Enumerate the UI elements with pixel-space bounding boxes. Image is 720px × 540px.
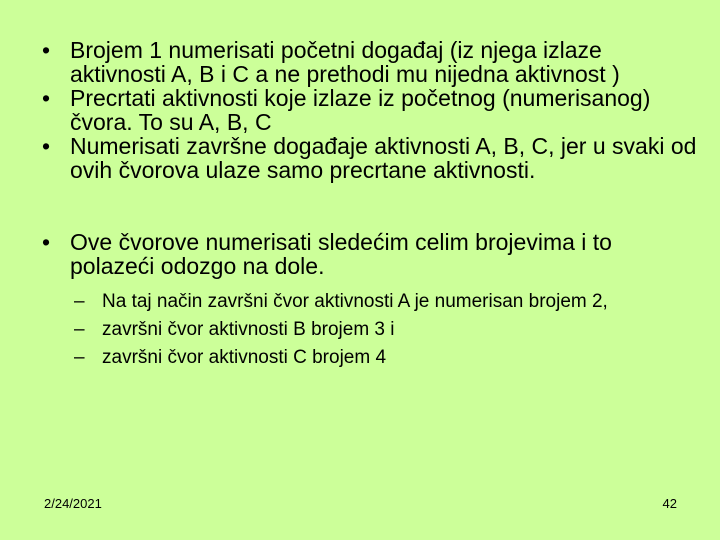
sub-bullet-item xyxy=(70,292,700,312)
sub-bullet-text: završni čvor aktivnosti B brojem 3 i xyxy=(102,319,395,340)
footer-date: 2/24/2021 xyxy=(44,496,102,511)
page-number: 42 xyxy=(662,496,677,511)
bullet-marker: • xyxy=(42,37,51,63)
sub-bullet-marker: – xyxy=(74,347,85,368)
bullet-text: Ove čvorove numerisati sledećim celim brojevima i to polazeći odozgo na dole. xyxy=(70,229,612,279)
sub-bullet-text: završni čvor aktivnosti C brojem 4 xyxy=(102,347,387,368)
bullet-item xyxy=(40,38,700,86)
sub-bullet-text: Na taj način završni čvor aktivnosti A je numerisan brojem 2, xyxy=(102,291,608,312)
bullet-marker: • xyxy=(42,85,51,111)
bullet-marker: • xyxy=(42,133,51,159)
sub-bullet-list xyxy=(70,292,700,368)
sub-bullet-item xyxy=(70,320,700,340)
bullet-marker: • xyxy=(42,229,51,255)
slide-content xyxy=(40,38,700,376)
sub-bullet-marker: – xyxy=(74,291,85,312)
bullet-item xyxy=(40,134,700,182)
sub-bullet-item xyxy=(70,348,700,368)
sub-bullet-marker: – xyxy=(74,319,85,340)
bullet-text: Precrtati aktivnosti koje izlaze iz početnog (numerisanog) čvora. To su A, B, C xyxy=(70,85,651,135)
bullet-item xyxy=(40,86,700,134)
bullet-text: Numerisati završne događaje aktivnosti A, B, C, jer u svaki od ovih čvorova ulaze samo precrtane aktivnosti. xyxy=(70,133,697,183)
bullet-text: Brojem 1 numerisati početni događaj (iz njega izlaze aktivnosti A, B i C a ne prethodi mu nijedna aktivnost ) xyxy=(70,37,620,87)
bullet-item xyxy=(40,230,700,368)
